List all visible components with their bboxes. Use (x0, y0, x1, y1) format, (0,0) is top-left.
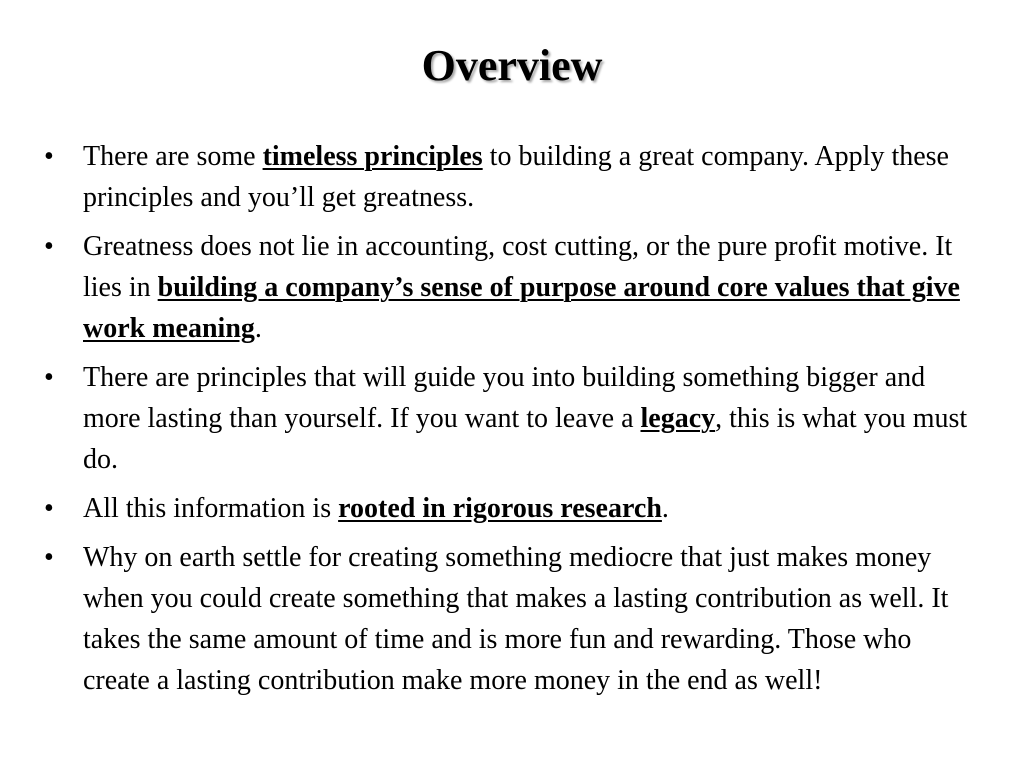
bullet-text: . (661, 493, 669, 524)
bullet-item (44, 537, 979, 701)
bullet-item (44, 488, 979, 529)
bullet-list (44, 136, 979, 709)
bullet-text: Why on earth settle for creating something mediocre that just makes money when you could create something that makes a lasting contribution as well. It takes the same amount of time and is more fun and rewarding. Those who create a lasting contribution make more money in the end as well! (83, 542, 949, 696)
bullet-text: All this information is (83, 493, 339, 524)
bullet-emphasis: timeless principles (262, 141, 483, 172)
bullet-dot-icon: • (44, 141, 54, 172)
bullet-text: Greatness does not lie in accounting, cost cutting, or the pure profit motive. It lies in (83, 231, 953, 303)
bullet-emphasis: legacy (640, 403, 716, 434)
slide-title: Overview (421, 41, 603, 90)
bullet-text: , this is what you must do. (83, 403, 968, 475)
bullet-text: . (254, 313, 262, 344)
bullet-text: There are principles that will guide you into building something bigger and more lasting than yourself. If you want to leave a (83, 362, 926, 434)
bullet-item (44, 357, 979, 480)
bullet-dot-icon: • (44, 231, 54, 262)
bullet-item (44, 136, 979, 218)
bullet-dot-icon: • (44, 362, 54, 393)
bullet-text: to building a great company. Apply these principles and you’ll get greatness. (83, 141, 949, 213)
bullet-text: There are some (83, 141, 263, 172)
bullet-dot-icon: • (44, 493, 54, 524)
bullet-emphasis: rooted in rigorous research (338, 493, 662, 524)
bullet-emphasis: building a company’s sense of purpose around core values that give work meaning (83, 272, 960, 344)
bullet-item (44, 226, 979, 349)
bullet-dot-icon: • (44, 542, 54, 573)
